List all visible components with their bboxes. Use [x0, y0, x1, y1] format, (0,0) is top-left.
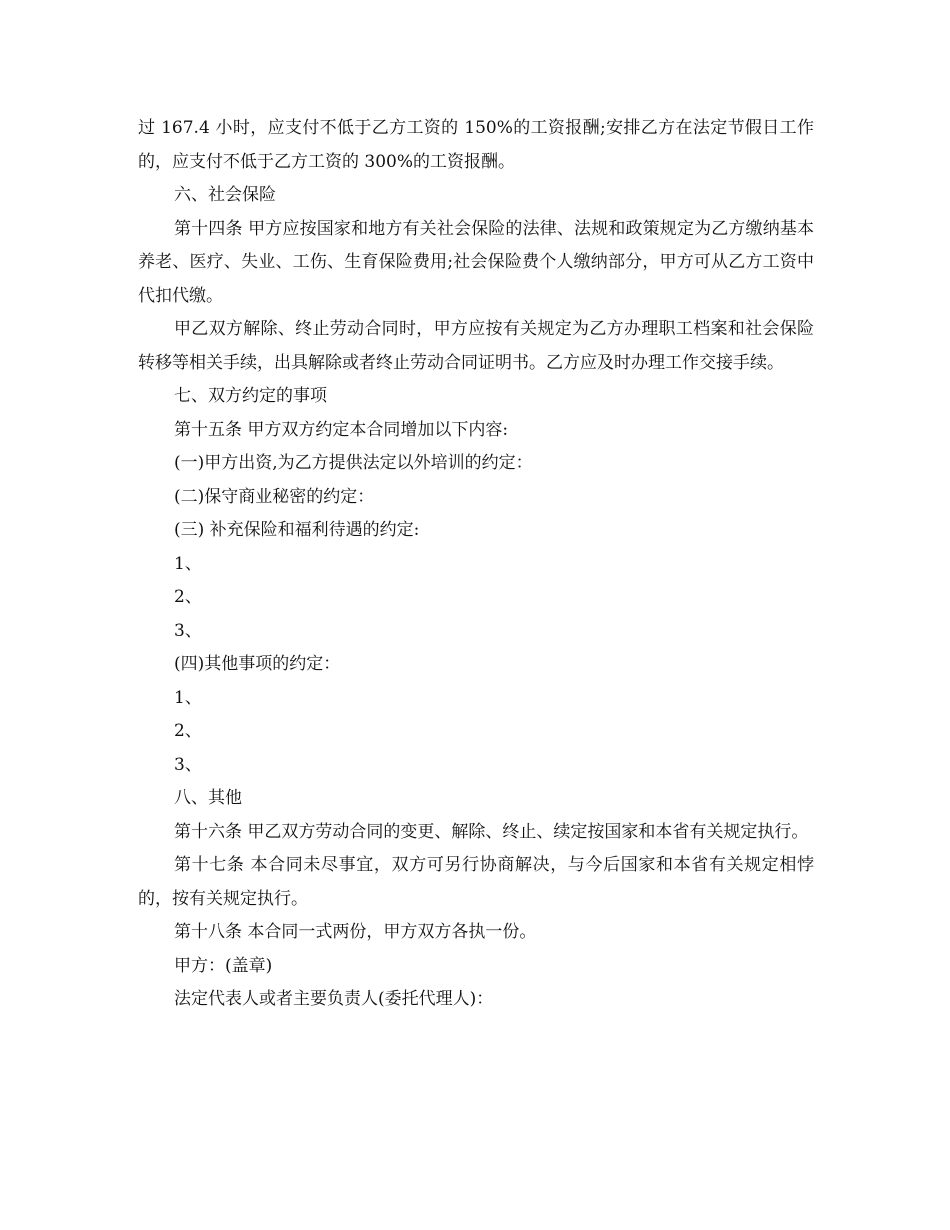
- heading-social-insurance: 六、社会保险: [174, 185, 276, 205]
- item-trade-secret-agreement: (二)保守商业秘密的约定：: [174, 486, 375, 507]
- item-other-matters: (四)其他事项的约定：: [174, 654, 341, 674]
- paragraph-overtime-continued: 过 167.4 小时，应支付不低于乙方工资的 150%的工资报酬;安排乙方在法定节假日工作的，应支付不低于乙方工资的 300%的工资报酬。: [138, 118, 814, 172]
- item-supplementary-insurance: (三) 补充保险和福利待遇的约定:: [174, 520, 420, 540]
- paragraph-article-17: 第十七条 本合同未尽事宜，双方可另行协商解决，与今后国家和本省有关规定相悖的，按有关规定执行。: [138, 855, 814, 909]
- signature-party-a-seal: 甲方：(盖章): [174, 955, 273, 976]
- list-item-insurance-2: 2、: [174, 587, 202, 607]
- item-training-agreement: (一)甲方出资,为乙方提供法定以外培训的约定：: [174, 453, 533, 473]
- paragraph-termination-procedures: 甲乙双方解除、终止劳动合同时，甲方应按有关规定为乙方办理职工档案和社会保险转移等相关手续，出具解除或者终止劳动合同证明书。乙方应及时办理工作交接手续。: [138, 319, 814, 373]
- paragraph-article-15: 第十五条 甲方双方约定本合同增加以下内容:: [174, 419, 509, 440]
- list-item-insurance-3: 3、: [174, 620, 202, 641]
- signature-legal-representative: 法定代表人或者主要负责人(委托代理人)：: [174, 989, 494, 1009]
- paragraph-article-16: 第十六条 甲乙双方劳动合同的变更、解除、终止、续定按国家和本省有关规定执行。: [174, 821, 809, 842]
- list-item-other-3: 3、: [174, 754, 202, 775]
- document-body: [138, 112, 814, 1017]
- list-item-insurance-1: 1、: [174, 553, 202, 574]
- list-item-other-1: 1、: [174, 687, 202, 708]
- paragraph-article-18: 第十八条 本合同一式两份，甲方双方各执一份。: [174, 922, 537, 942]
- heading-agreed-matters: 七、双方约定的事项: [174, 386, 327, 406]
- list-item-other-2: 2、: [174, 721, 202, 741]
- heading-other: 八、其他: [174, 788, 242, 808]
- paragraph-article-14: 第十四条 甲方应按国家和地方有关社会保险的法律、法规和政策规定为乙方缴纳基本养老、医疗、失业、工伤、生育保险费用;社会保险费个人缴纳部分，甲方可从乙方工资中代扣代缴。: [138, 218, 814, 306]
